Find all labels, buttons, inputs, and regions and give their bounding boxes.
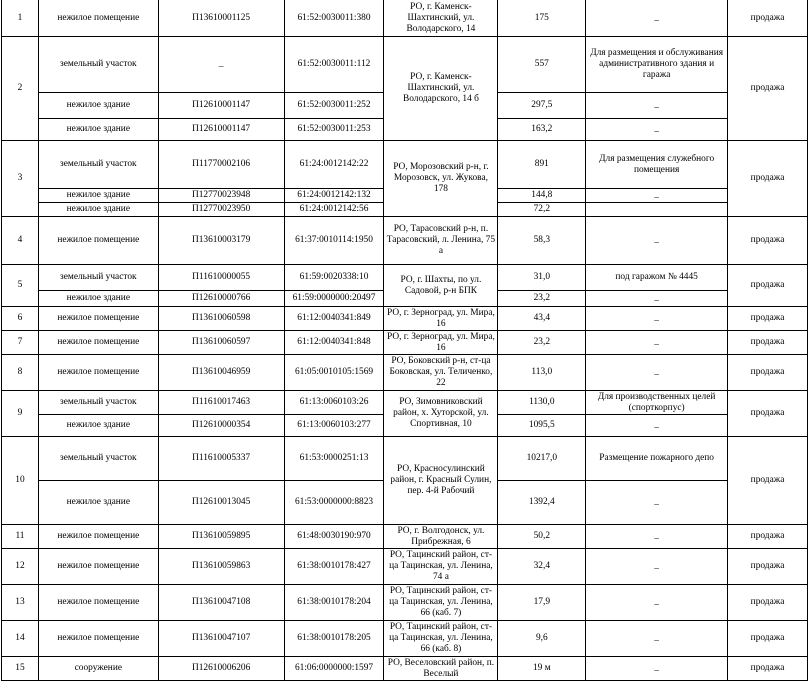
address-cell: РО, Тацинский район, ст-ца Тацинская, ул. Ленина, 66 (каб. 8) bbox=[384, 621, 498, 657]
purpose-cell: _ bbox=[586, 621, 728, 657]
object-type-cell: нежилое здание bbox=[38, 119, 158, 141]
registry-number-cell: П13610047107 bbox=[158, 621, 284, 657]
row-number-cell: 13 bbox=[2, 585, 39, 621]
object-type-cell: нежилое помещение bbox=[38, 355, 158, 391]
area-cell: 891 bbox=[498, 141, 586, 189]
row-number-cell: 15 bbox=[2, 657, 39, 681]
cadastral-number-cell: 61:37:0010114:1950 bbox=[284, 217, 384, 265]
purpose-cell: _ bbox=[586, 119, 728, 141]
row-number-cell: 1 bbox=[2, 0, 39, 37]
table-row bbox=[2, 0, 808, 37]
object-type-cell: земельный участок bbox=[38, 37, 158, 93]
registry-number-cell: П12610001147 bbox=[158, 93, 284, 119]
purpose-cell: _ bbox=[586, 549, 728, 585]
cadastral-number-cell: 61:05:0010105:1569 bbox=[284, 355, 384, 391]
registry-number-cell: П12610013045 bbox=[158, 481, 284, 525]
cadastral-number-cell: 61:24:0012142:22 bbox=[284, 141, 384, 189]
area-cell: 72,2 bbox=[498, 203, 586, 217]
row-number-cell: 6 bbox=[2, 307, 39, 331]
registry-number-cell: П13610060598 bbox=[158, 307, 284, 331]
registry-number-cell: П13610060597 bbox=[158, 331, 284, 355]
cadastral-number-cell: 61:12:0040341:848 bbox=[284, 331, 384, 355]
disposal-method-cell: продажа bbox=[728, 355, 808, 391]
cadastral-number-cell: 61:38:0010178:427 bbox=[284, 549, 384, 585]
address-cell: РО, г. Каменск-Шахтинский, ул. Володарского, 14 bbox=[384, 0, 498, 37]
object-type-cell: нежилое помещение bbox=[38, 331, 158, 355]
purpose-cell: _ bbox=[586, 355, 728, 391]
object-type-cell: нежилое здание bbox=[38, 93, 158, 119]
object-type-cell: сооружение bbox=[38, 657, 158, 681]
address-cell: РО, г. Волгодонск, ул. Прибрежная, 6 bbox=[384, 525, 498, 549]
registry-number-cell: П12610006206 bbox=[158, 657, 284, 681]
registry-number-cell: П13610046959 bbox=[158, 355, 284, 391]
cadastral-number-cell: 61:52:0030011:252 bbox=[284, 93, 384, 119]
area-cell: 50,2 bbox=[498, 525, 586, 549]
object-type-cell: нежилое здание bbox=[38, 481, 158, 525]
purpose-cell: _ bbox=[586, 585, 728, 621]
object-type-cell: земельный участок bbox=[38, 437, 158, 481]
address-cell: РО, Морозовский р-н, г. Морозовск, ул. Жукова, 178 bbox=[384, 141, 498, 217]
area-cell: 1130,0 bbox=[498, 391, 586, 415]
registry-number-cell: П13610059895 bbox=[158, 525, 284, 549]
purpose-cell: _ bbox=[586, 93, 728, 119]
table-row bbox=[2, 217, 808, 265]
registry-number-cell: П12610000354 bbox=[158, 415, 284, 437]
table-row bbox=[2, 331, 808, 355]
cadastral-number-cell: 61:38:0010178:205 bbox=[284, 621, 384, 657]
area-cell: 9,6 bbox=[498, 621, 586, 657]
registry-number-cell: П13610059863 bbox=[158, 549, 284, 585]
row-number-cell: 7 bbox=[2, 331, 39, 355]
area-cell: 175 bbox=[498, 0, 586, 37]
purpose-cell: под гаражом № 4445 bbox=[586, 265, 728, 291]
object-type-cell: нежилое здание bbox=[38, 189, 158, 203]
address-cell: РО, Красносулинский район, г. Красный Сулин, пер. 4-й Рабочий bbox=[384, 437, 498, 525]
area-cell: 31,0 bbox=[498, 265, 586, 291]
cadastral-number-cell: 61:59:0000000:20497 bbox=[284, 291, 384, 307]
table-row bbox=[2, 621, 808, 657]
table-row bbox=[2, 37, 808, 93]
row-number-cell: 5 bbox=[2, 265, 39, 307]
purpose-cell: _ bbox=[586, 481, 728, 525]
row-number-cell: 12 bbox=[2, 549, 39, 585]
area-cell: 32,4 bbox=[498, 549, 586, 585]
address-cell: РО, г. Зерноград, ул. Мира, 16 bbox=[384, 331, 498, 355]
purpose-cell: _ bbox=[586, 217, 728, 265]
disposal-method-cell: продажа bbox=[728, 307, 808, 331]
disposal-method-cell: продажа bbox=[728, 217, 808, 265]
row-number-cell: 4 bbox=[2, 217, 39, 265]
cadastral-number-cell: 61:12:0040341:849 bbox=[284, 307, 384, 331]
disposal-method-cell: продажа bbox=[728, 525, 808, 549]
cadastral-number-cell: 61:52:0030011:380 bbox=[284, 0, 384, 37]
area-cell: 297,5 bbox=[498, 93, 586, 119]
object-type-cell: нежилое помещение bbox=[38, 307, 158, 331]
row-number-cell: 11 bbox=[2, 525, 39, 549]
cadastral-number-cell: 61:24:0012142:132 bbox=[284, 189, 384, 203]
row-number-cell: 3 bbox=[2, 141, 39, 217]
address-cell: РО, Тарасовский р-н, п. Тарасовский, л. Ленина, 75 а bbox=[384, 217, 498, 265]
registry-number-cell: П11610000055 bbox=[158, 265, 284, 291]
purpose-cell: _ bbox=[586, 189, 728, 203]
area-cell: 23,2 bbox=[498, 331, 586, 355]
registry-number-cell: П13610047108 bbox=[158, 585, 284, 621]
disposal-method-cell: продажа bbox=[728, 437, 808, 525]
disposal-method-cell: продажа bbox=[728, 585, 808, 621]
cadastral-number-cell: 61:53:0000251:13 bbox=[284, 437, 384, 481]
row-number-cell: 14 bbox=[2, 621, 39, 657]
registry-number-cell: П11610017463 bbox=[158, 391, 284, 415]
registry-number-cell: П12610000766 bbox=[158, 291, 284, 307]
table-row bbox=[2, 437, 808, 481]
cadastral-number-cell: 61:59:0020338:10 bbox=[284, 265, 384, 291]
registry-number-cell: П13610003179 bbox=[158, 217, 284, 265]
address-cell: РО, г. Каменск-Шахтинский, ул. Володарского, 14 б bbox=[384, 37, 498, 141]
property-registry-table bbox=[1, 0, 808, 681]
object-type-cell: нежилое помещение bbox=[38, 549, 158, 585]
area-cell: 43,4 bbox=[498, 307, 586, 331]
table-row bbox=[2, 355, 808, 391]
area-cell: 1392,4 bbox=[498, 481, 586, 525]
table-row bbox=[2, 657, 808, 681]
address-cell: РО, г. Шахты, по ул. Садовой, р-н БПК bbox=[384, 265, 498, 307]
disposal-method-cell: продажа bbox=[728, 391, 808, 437]
area-cell: 557 bbox=[498, 37, 586, 93]
disposal-method-cell: продажа bbox=[728, 657, 808, 681]
registry-number-cell: П12610001147 bbox=[158, 119, 284, 141]
object-type-cell: нежилое здание bbox=[38, 291, 158, 307]
purpose-cell: Для производственных целей (спорткорпус) bbox=[586, 391, 728, 415]
address-cell: РО, Зимовниковский район, х. Хуторской, ул. Спортивная, 10 bbox=[384, 391, 498, 437]
purpose-cell: _ bbox=[586, 291, 728, 307]
registry-number-cell: П13610001125 bbox=[158, 0, 284, 37]
area-cell: 1095,5 bbox=[498, 415, 586, 437]
disposal-method-cell: продажа bbox=[728, 0, 808, 37]
purpose-cell: _ bbox=[586, 0, 728, 37]
registry-number-cell: П11770002106 bbox=[158, 141, 284, 189]
object-type-cell: нежилое помещение bbox=[38, 525, 158, 549]
cadastral-number-cell: 61:06:0000000:1597 bbox=[284, 657, 384, 681]
registry-body bbox=[2, 0, 808, 681]
table-row bbox=[2, 391, 808, 415]
purpose-cell: _ bbox=[586, 525, 728, 549]
disposal-method-cell: продажа bbox=[728, 549, 808, 585]
row-number-cell: 8 bbox=[2, 355, 39, 391]
area-cell: 17,9 bbox=[498, 585, 586, 621]
row-number-cell: 2 bbox=[2, 37, 39, 141]
table-row bbox=[2, 549, 808, 585]
disposal-method-cell: продажа bbox=[728, 265, 808, 307]
object-type-cell: земельный участок bbox=[38, 265, 158, 291]
table-row bbox=[2, 525, 808, 549]
table-row bbox=[2, 585, 808, 621]
cadastral-number-cell: 61:24:0012142:56 bbox=[284, 203, 384, 217]
registry-number-cell: П12770023950 bbox=[158, 203, 284, 217]
address-cell: РО, Тацинский район, ст-ца Тацинская, ул. Ленина, 66 (каб. 7) bbox=[384, 585, 498, 621]
address-cell: РО, г. Зерноград, ул. Мира, 16 bbox=[384, 307, 498, 331]
address-cell: РО, Тацинский район, ст-ца Тацинская, ул. Ленина, 74 а bbox=[384, 549, 498, 585]
object-type-cell: нежилое помещение bbox=[38, 621, 158, 657]
purpose-cell: Для размещения и обслуживания административного здания и гаража bbox=[586, 37, 728, 93]
row-number-cell: 9 bbox=[2, 391, 39, 437]
cadastral-number-cell: 61:38:0010178:204 bbox=[284, 585, 384, 621]
area-cell: 19 м bbox=[498, 657, 586, 681]
cadastral-number-cell: 61:52:0030011:253 bbox=[284, 119, 384, 141]
registry-number-cell: П12770023948 bbox=[158, 189, 284, 203]
registry-number-cell: П11610005337 bbox=[158, 437, 284, 481]
purpose-cell: _ bbox=[586, 415, 728, 437]
purpose-cell bbox=[586, 203, 728, 217]
object-type-cell: нежилое помещение bbox=[38, 0, 158, 37]
purpose-cell: _ bbox=[586, 331, 728, 355]
table-row bbox=[2, 141, 808, 189]
area-cell: 10217,0 bbox=[498, 437, 586, 481]
object-type-cell: земельный участок bbox=[38, 141, 158, 189]
table-row bbox=[2, 307, 808, 331]
object-type-cell: нежилое помещение bbox=[38, 217, 158, 265]
area-cell: 113,0 bbox=[498, 355, 586, 391]
area-cell: 163,2 bbox=[498, 119, 586, 141]
cadastral-number-cell: 61:52:0030011:112 bbox=[284, 37, 384, 93]
area-cell: 58,3 bbox=[498, 217, 586, 265]
purpose-cell: Размещение пожарного депо bbox=[586, 437, 728, 481]
purpose-cell: Для размещения служебного помещения bbox=[586, 141, 728, 189]
table-row bbox=[2, 265, 808, 291]
disposal-method-cell: продажа bbox=[728, 331, 808, 355]
disposal-method-cell: продажа bbox=[728, 141, 808, 217]
cadastral-number-cell: 61:13:0060103:277 bbox=[284, 415, 384, 437]
purpose-cell: _ bbox=[586, 307, 728, 331]
cadastral-number-cell: 61:53:0000000:8823 bbox=[284, 481, 384, 525]
address-cell: РО, Боковский р-н, ст-ца Боковская, ул. Теличенко, 22 bbox=[384, 355, 498, 391]
disposal-method-cell: продажа bbox=[728, 621, 808, 657]
object-type-cell: нежилое здание bbox=[38, 415, 158, 437]
area-cell: 144,8 bbox=[498, 189, 586, 203]
object-type-cell: нежилое здание bbox=[38, 203, 158, 217]
purpose-cell: _ bbox=[586, 657, 728, 681]
object-type-cell: нежилое помещение bbox=[38, 585, 158, 621]
object-type-cell: земельный участок bbox=[38, 391, 158, 415]
disposal-method-cell: продажа bbox=[728, 37, 808, 141]
area-cell: 23,2 bbox=[498, 291, 586, 307]
row-number-cell: 10 bbox=[2, 437, 39, 525]
address-cell: РО, Веселовский район, п. Веселый bbox=[384, 657, 498, 681]
cadastral-number-cell: 61:48:0030190:970 bbox=[284, 525, 384, 549]
cadastral-number-cell: 61:13:0060103:26 bbox=[284, 391, 384, 415]
registry-number-cell: _ bbox=[158, 37, 284, 93]
